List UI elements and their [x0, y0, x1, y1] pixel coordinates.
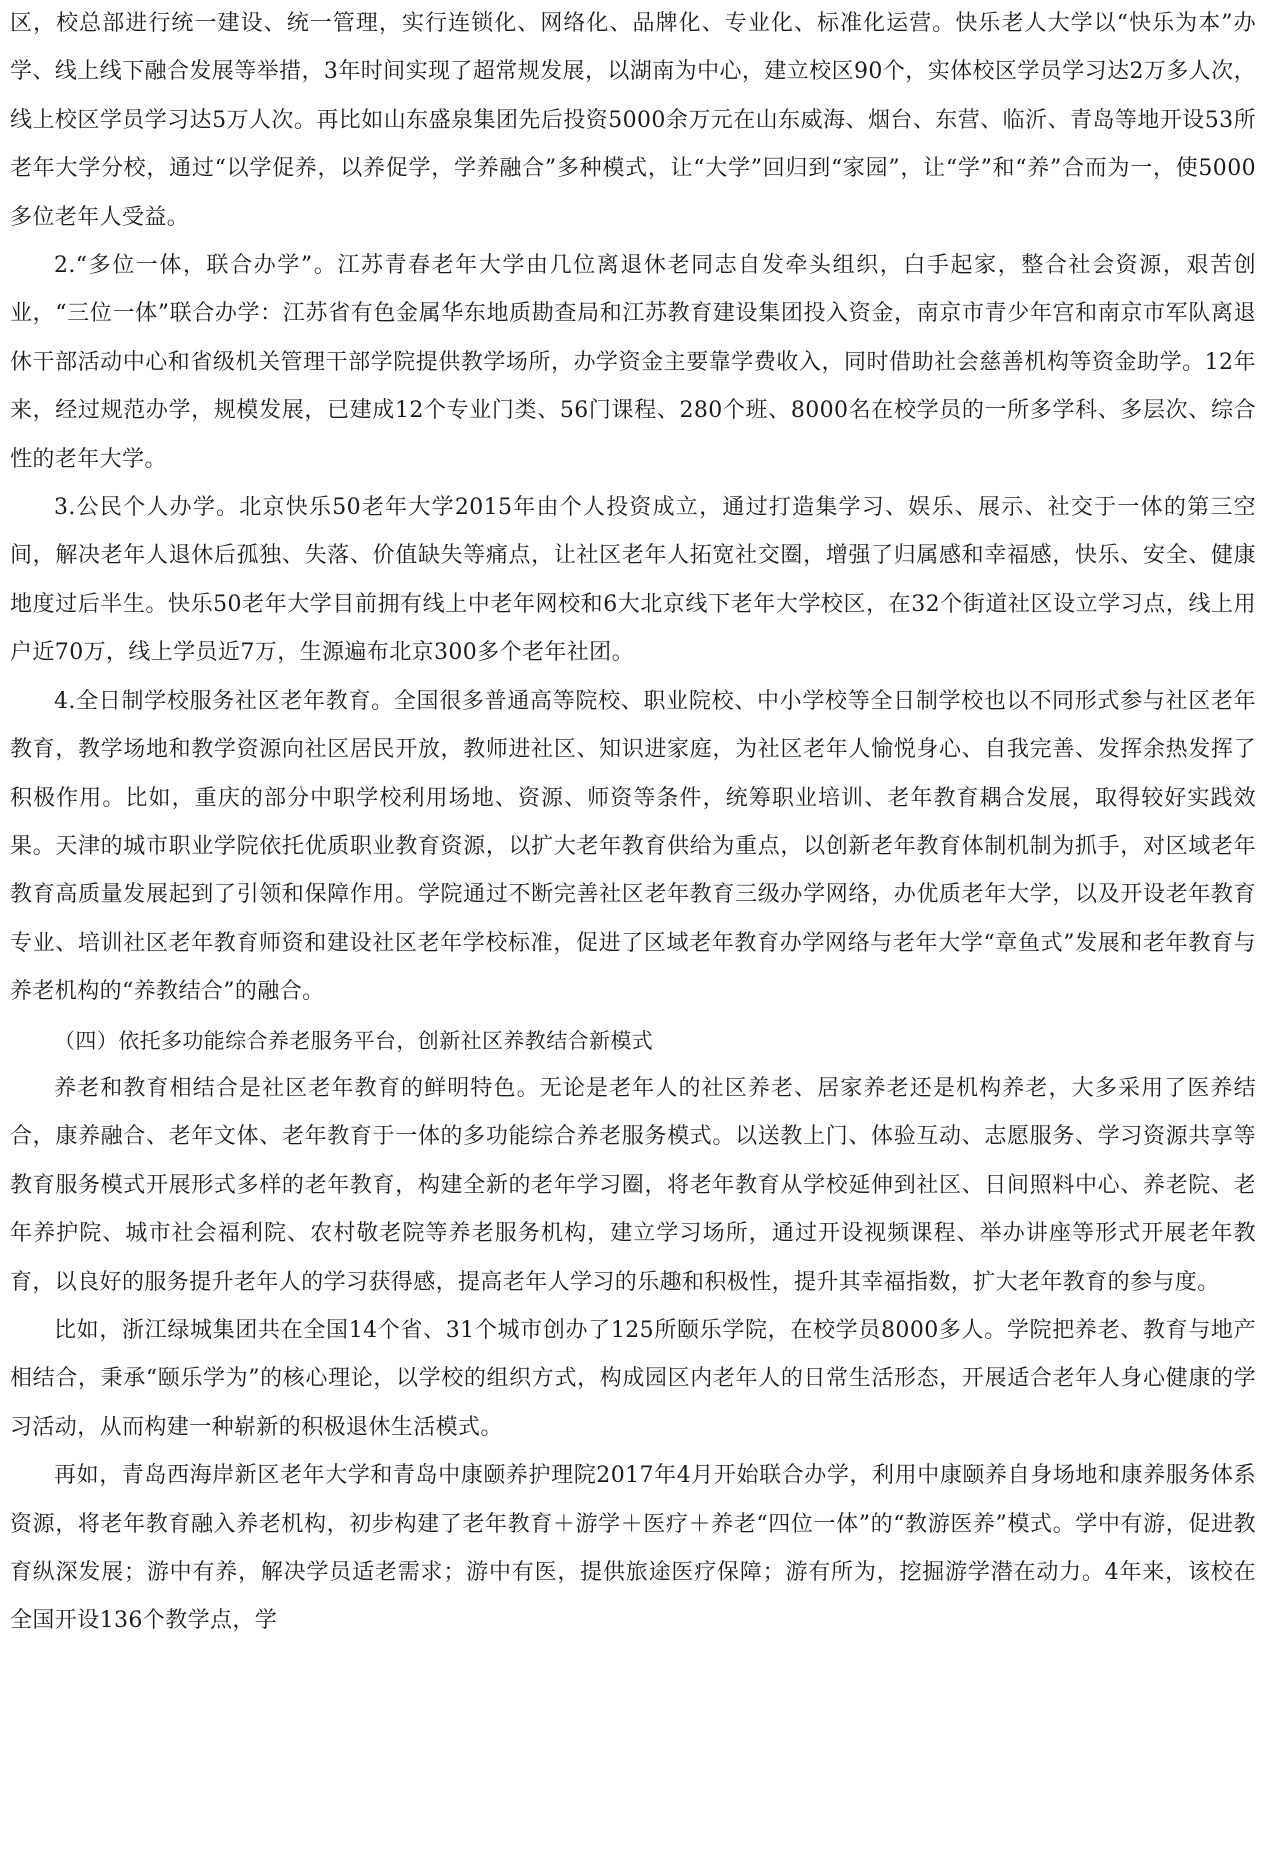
paragraph-continued: 区，校总部进行统一建设、统一管理，实行连锁化、网络化、品牌化、专业化、标准化运营。快乐老人大学以“快乐为本”办学、线上线下融合发展等举措，3年时间实现了超常规发展，以湖南为中心，建立校区90个，实体校区学员学习达2万多人次，线上校区学员学习达5万人次。再比如山东盛泉集团先后投资5000余万元在山东威海、烟台、东营、临沂、青岛等地开设53所老年大学分校，通过“以学促养，以养促学，学养融合”多种模式，让“大学”回归到“家园”，让“学”和“养”合而为一，使5000多位老年人受益。: [10, 11, 1256, 230]
paragraph-greentown-example: 比如，浙江绿城集团共在全国14个省、31个城市创办了125所颐乐学院，在校学员8000多人。学院把养老、教育与地产相结合，秉承“颐乐学为”的核心理论，以学校的组织方式，构成园区内老年人的日常生活形态，开展适合老年人身心健康的学习活动，从而构建一种崭新的积极退休生活模式。: [10, 1317, 1256, 1440]
paragraph-multi-party-schooling: 2.“多位一体，联合办学”。江苏青春老年大学由几位离退休老同志自发牵头组织，白手起家，整合社会资源，艰苦创业，“三位一体”联合办学：江苏省有色金属华东地质勘查局和江苏教育建设集团投入资金，南京市青少年宫和南京市军队离退休干部活动中心和省级机关管理干部学院提供教学场所，办学资金主要靠学费收入，同时借助社会慈善机构等资金助学。12年来，经过规范办学，规模发展，已建成12个专业门类、56门课程、280个班、8000名在校学员的一所多学科、多层次、综合性的老年大学。: [10, 253, 1256, 472]
paragraph-qingdao-example: 再如，青岛西海岸新区老年大学和青岛中康颐养护理院2017年4月开始联合办学，利用中康颐养自身场地和康养服务体系资源，将老年教育融入养老机构，初步构建了老年教育＋游学＋医疗＋养老“四位一体”的“教游医养”模式。学中有游，促进教育纵深发展；游中有养，解决学员适老需求；游中有医，提供旅途医疗保障；游有所为，挖掘游学潜在动力。4年来，该校在全国开设136个教学点，学: [10, 1463, 1256, 1634]
paragraph-private-schooling: 3.公民个人办学。北京快乐50老年大学2015年由个人投资成立，通过打造集学习、娱乐、展示、社交于一体的第三空间，解决老年人退休后孤独、失落、价值缺失等痛点，让社区老年人拓宽社交圈，增强了归属感和幸福感，快乐、安全、健康地度过后半生。快乐50老年大学目前拥有线上中老年网校和6大北京线下老年大学校区，在32个街道社区设立学习点，线上用户近70万，线上学员近7万，生源遍布北京300多个老年社团。: [10, 495, 1256, 666]
section-heading: （四）依托多功能综合养老服务平台，创新社区养教结合新模式: [54, 1028, 654, 1053]
paragraph-fulltime-schools: 4.全日制学校服务社区老年教育。全国很多普通高等院校、职业院校、中小学校等全日制学校也以不同形式参与社区老年教育，教学场地和教学资源向社区居民开放，教师进社区、知识进家庭，为社区老年人愉悦身心、自我完善、发挥余热发挥了积极作用。比如，重庆的部分中职学校利用场地、资源、师资等条件，统筹职业培训、老年教育耦合发展，取得较好实践效果。天津的城市职业学院依托优质职业教育资源，以扩大老年教育供给为重点，以创新老年教育体制机制为抓手，对区域老年教育高质量发展起到了引领和保障作用。学院通过不断完善社区老年教育三级办学网络，办优质老年大学，以及开设老年教育专业、培训社区老年教育师资和建设社区老年学校标准，促进了区域老年教育办学网络与老年大学“章鱼式”发展和老年教育与养老机构的“养教结合”的融合。: [10, 688, 1256, 1005]
body-text: [10, 0, 1256, 1646]
paragraph-elderly-care-education: 养老和教育相结合是社区老年教育的鲜明特色。无论是老年人的社区养老、居家养老还是机构养老，大多采用了医养结合，康养融合、老年文体、老年教育于一体的多功能综合养老服务模式。以送教上门、体验互动、志愿服务、学习资源共享等教育服务模式开展形式多样的老年教育，构建全新的老年学习圈，将老年教育从学校延伸到社区、日间照料中心、养老院、老年养护院、城市社会福利院、农村敬老院等养老服务机构，建立学习场所，通过开设视频课程、举办讲座等形式开展老年教育，以良好的服务提升老年人的学习获得感，提高老年人学习的乐趣和积极性，提升其幸福指数，扩大老年教育的参与度。: [10, 1075, 1256, 1295]
